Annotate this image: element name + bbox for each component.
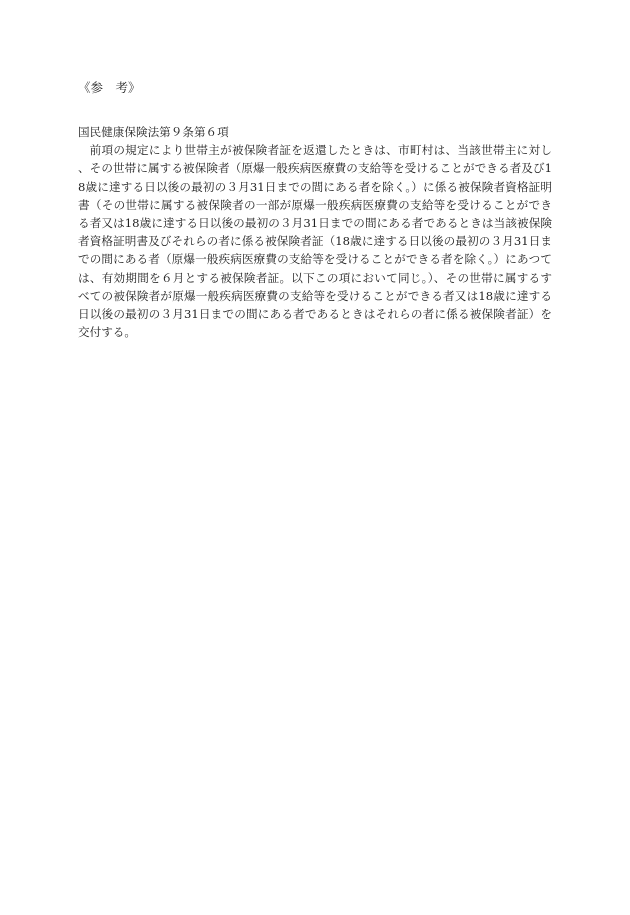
article-title: 国民健康保険法第９条第６項 [78, 125, 229, 139]
article-body: 前項の規定により世帯主が被保険者証を返還したときは、市町村は、当該世帯主に対し、その世帯に属する被保険者（原爆一般疾病医療費の支給等を受けることができる者及び18歳に達する日以後の最初の３月31日までの間にある者を除く。）に係る被保険者資格証明書（その世帯に属する被保険者の一部が原爆一般疾病医療費の支給等を受けることができる者又は18歳に達する日以後の最初の３月31日までの間にある者であるときは当該被保険者資格証明書及びそれらの者に係る被保険者証（18歳に達する日以後の最初の３月31日までの間にある者（原爆一般疾病医療費の支給等を受けることができる者を除く。）にあつては、有効期間を６月とする被保険者証。以下この項において同じ。）、その世帯に属するすべての被保険者が原爆一般疾病医療費の支給等を受けることができる者又は18歳に達する日以後の最初の３月31日までの間にある者であるときはそれらの者に係る被保険者証）を交付する。 [78, 143, 552, 340]
reference-heading: 《参 考》 [78, 80, 141, 95]
article-block [78, 123, 552, 341]
